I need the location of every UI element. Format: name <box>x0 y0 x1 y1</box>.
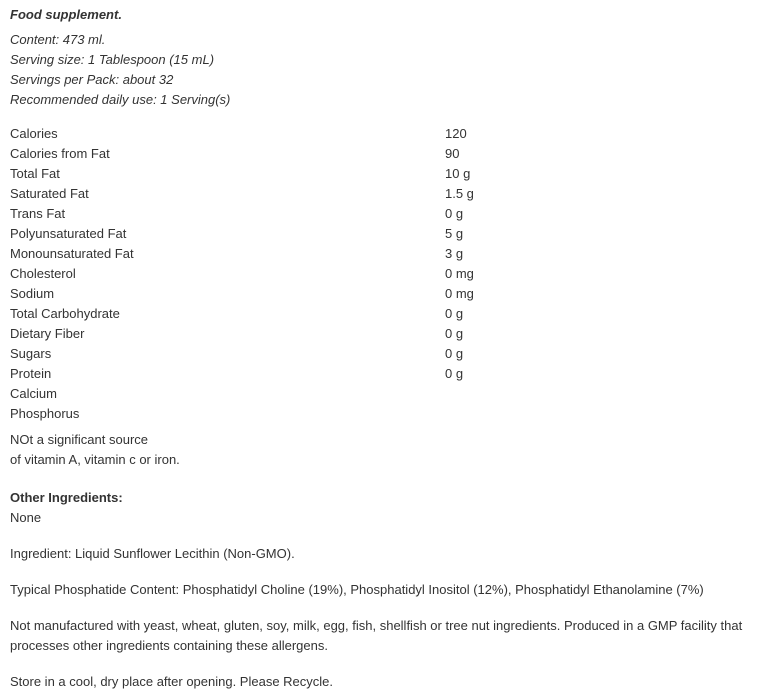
nutrient-label: Monounsaturated Fat <box>10 246 134 261</box>
nutrient-label: Calories from Fat <box>10 146 110 161</box>
nutrient-label: Cholesterol <box>10 266 76 281</box>
table-row <box>10 324 766 344</box>
allergen-statement-paragraph: Not manufactured with yeast, wheat, gluten, soy, milk, egg, fish, shellfish or tree nut ingredients. Produced in a GMP facility that processes other ingredients containing these allergens. <box>10 618 743 653</box>
nutrient-value: 3 g <box>445 246 464 261</box>
table-row <box>10 284 766 304</box>
nutrient-label: Saturated Fat <box>10 186 89 201</box>
phosphatide-content-paragraph: Typical Phosphatide Content: Phosphatidyl Choline (19%), Phosphatidyl Inositol (12%), Phosphatidyl Ethanolamine (7%) <box>10 582 704 597</box>
nutrient-value: 0 g <box>445 206 464 221</box>
nutrient-label: Calcium <box>10 386 57 401</box>
supplement-title: Food supplement. <box>10 7 122 22</box>
table-row <box>10 364 766 384</box>
ingredient-paragraph: Ingredient: Liquid Sunflower Lecithin (Non-GMO). <box>10 546 295 561</box>
nutrient-label: Protein <box>10 366 52 381</box>
table-row <box>10 164 766 184</box>
table-row <box>10 264 766 284</box>
storage-instructions-paragraph: Store in a cool, dry place after opening. Please Recycle. <box>10 674 334 689</box>
nutrient-label: Total Fat <box>10 166 60 181</box>
table-row <box>10 344 766 364</box>
nutrient-value: 0 mg <box>445 266 474 281</box>
nutrient-value: 0 g <box>445 346 464 361</box>
table-row <box>10 144 766 164</box>
table-row <box>10 204 766 224</box>
nutrient-label: Sugars <box>10 346 52 361</box>
nutrient-value: 0 g <box>445 306 464 321</box>
nutrient-value <box>445 384 766 404</box>
nutrient-value: 5 g <box>445 226 464 241</box>
nutrient-value: 0 g <box>445 366 464 381</box>
nutrient-value: 10 g <box>445 166 471 181</box>
supplement-meta-servings-per-pack: Servings per Pack: about 32 <box>10 72 174 87</box>
nutrient-label: Dietary Fiber <box>10 326 85 341</box>
nutrient-value: 1.5 g <box>445 186 474 201</box>
other-ingredients-title: Other Ingredients: <box>10 490 123 505</box>
table-row <box>10 244 766 264</box>
table-row <box>10 384 766 404</box>
nutrient-value: 90 <box>445 146 460 161</box>
nutrient-label: Total Carbohydrate <box>10 306 120 321</box>
supplement-meta-serving-size: Serving size: 1 Tablespoon (15 mL) <box>10 52 215 67</box>
significant-source-note-line-1: NOt a significant source <box>10 432 149 447</box>
table-row <box>10 404 766 424</box>
nutrient-value <box>445 404 766 424</box>
nutrient-value: 120 <box>445 126 467 141</box>
supplement-meta-daily-use: Recommended daily use: 1 Serving(s) <box>10 92 231 107</box>
table-row <box>10 124 766 144</box>
nutrient-label: Calories <box>10 126 58 141</box>
table-row <box>10 304 766 324</box>
table-row <box>10 224 766 244</box>
significant-source-note-line-2: of vitamin A, vitamin c or iron. <box>10 452 180 467</box>
supplement-meta-content: Content: 473 ml. <box>10 32 106 47</box>
nutrient-label: Trans Fat <box>10 206 66 221</box>
nutrition-table <box>10 124 766 424</box>
supplement-header <box>10 6 766 110</box>
nutrient-value: 0 g <box>445 326 464 341</box>
other-ingredients-value: None <box>10 510 42 525</box>
nutrient-label: Polyunsaturated Fat <box>10 226 127 241</box>
nutrient-value: 0 mg <box>445 286 474 301</box>
nutrient-label: Phosphorus <box>10 406 80 421</box>
nutrient-label: Sodium <box>10 286 55 301</box>
table-row <box>10 184 766 204</box>
